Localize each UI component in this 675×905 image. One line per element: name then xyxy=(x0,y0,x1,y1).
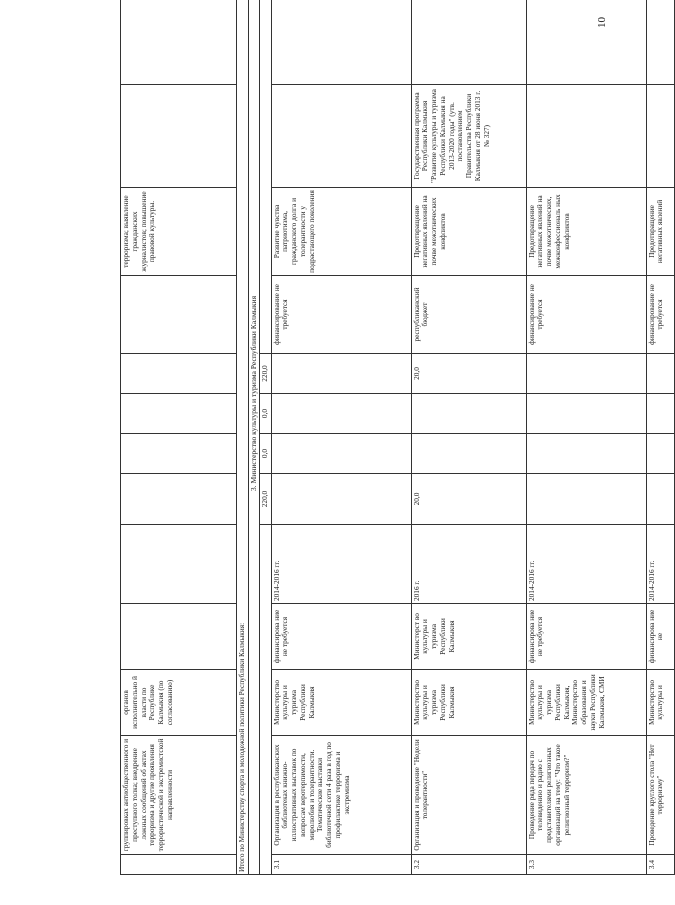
continuation-row xyxy=(121,0,237,875)
row-source: финансирование не требуется xyxy=(271,276,411,354)
section-2015: 0,0 xyxy=(259,394,271,434)
row-period: 2014-2016 гг. xyxy=(526,525,646,604)
continued-result: терроризма; выявление гражданских журналистов; повышение правовой культуры. xyxy=(121,188,237,276)
table-row xyxy=(526,0,646,875)
row-2014 xyxy=(411,434,526,474)
row-2014 xyxy=(646,434,674,474)
section-total-row xyxy=(259,0,271,875)
row-total xyxy=(646,474,674,525)
row-source: финансирование не требуется xyxy=(526,276,646,354)
row-total: 20,0 xyxy=(411,474,526,525)
row-result: Предотвращение негативных явлений xyxy=(646,188,674,276)
row-2016 xyxy=(646,354,674,394)
section-header: 3. Министерство культуры и туризма Республики Калмыкия xyxy=(248,0,259,875)
row-event: Организация и проведение "Недели толерантности" xyxy=(411,736,526,855)
continued-event: группировках антиобщественного и преступного толка; внедрение ложных сообщений об актах терроризма и другие проявления террористической и экстремистской направленности xyxy=(121,736,237,855)
row-2014 xyxy=(526,434,646,474)
row-event: Проведение ряда передач по телевидению и радио с представителями религиозных организаций на тему: "Что такое религиозный терроризм?" xyxy=(526,736,646,855)
ministry-total-label: Итого по Министерству спорта и молодежной политики Республики Калмыкия: xyxy=(237,0,249,875)
table-row xyxy=(271,0,411,875)
row-co-executor: финансирова ние не xyxy=(646,604,674,670)
row-total xyxy=(526,474,646,525)
row-result: Развитие чувства патриотизма, гражданского долга и толерантности у подрастающего поколения xyxy=(271,188,411,276)
row-2014 xyxy=(271,434,411,474)
row-2015 xyxy=(646,394,674,434)
row-event: Организация в республиканских библиотеках книжно-иллюстративных выставок по вопросам веротерпимости, миролюбия и толерантности. Тематические выставки библиотечной сети 4 раза в год по профилактике терроризма и экстремизма xyxy=(271,736,411,855)
continued-executor: органов исполнительно й власти по Республике Калмыкия (по согласованию) xyxy=(121,670,237,736)
row-number: 3.1 xyxy=(271,855,411,875)
row-period: 2014-2016 гг. xyxy=(271,525,411,604)
ministry-total-row xyxy=(237,0,249,875)
row-total xyxy=(271,474,411,525)
row-co-executor: финансирова ние не требуется xyxy=(271,604,411,670)
row-co-executor: Министерст во культуры и туризма Республики Калмыкия xyxy=(411,604,526,670)
row-period: 2014-2016 гг. xyxy=(646,525,674,604)
table-row xyxy=(646,0,674,875)
row-executor: Министерство культуры и туризма Республики Калмыкия xyxy=(411,670,526,736)
row-event: Проведение круглого стола "Нет терроризму" xyxy=(646,736,674,855)
row-2015 xyxy=(526,394,646,434)
row-result: Предотвращение негативных явлений на почве межэтнических, межконфессиональ ных конфликтов xyxy=(526,188,646,276)
row-source: республиканский бюджет xyxy=(411,276,526,354)
row-number: 3.3 xyxy=(526,855,646,875)
row-2016: 20,0 xyxy=(411,354,526,394)
row-number: 3.4 xyxy=(646,855,674,875)
row-2015 xyxy=(271,394,411,434)
row-executor: Министерство культуры и xyxy=(646,670,674,736)
row-program xyxy=(646,85,674,188)
section-header-row xyxy=(248,0,259,875)
table-row xyxy=(411,0,526,875)
row-executor: Министерство культуры и туризма Республики Калмыкия xyxy=(271,670,411,736)
section-2014: 0,0 xyxy=(259,434,271,474)
row-period: 2016 г. xyxy=(411,525,526,604)
program-table xyxy=(120,0,675,875)
row-program: Государственная программа Республики Калмыкия "Развитие культуры и туризма Республики Калмыкия на 2013-2020 годы" (утв. постановлением Правительства Республики Калмыкия от 28 июня 2013 г. № 327) xyxy=(411,85,526,188)
row-2016 xyxy=(271,354,411,394)
row-2015 xyxy=(411,394,526,434)
row-2016 xyxy=(526,354,646,394)
row-program xyxy=(526,85,646,188)
row-program xyxy=(271,85,411,188)
page-number: 10 xyxy=(596,17,608,28)
row-co-executor: финансирова ние не требуется xyxy=(526,604,646,670)
section-2016: 220,0 xyxy=(259,354,271,394)
section-total: 220,0 xyxy=(259,474,271,525)
row-result: Предотвращение негативных явлений на почве межэтнических конфликтов xyxy=(411,188,526,276)
row-number: 3.2 xyxy=(411,855,526,875)
row-source: финансирование не требуется xyxy=(646,276,674,354)
row-executor: Министерство культуры и туризма Республики Калмыкия, Министерство образования и науки Республики Калмыкия, СМИ xyxy=(526,670,646,736)
